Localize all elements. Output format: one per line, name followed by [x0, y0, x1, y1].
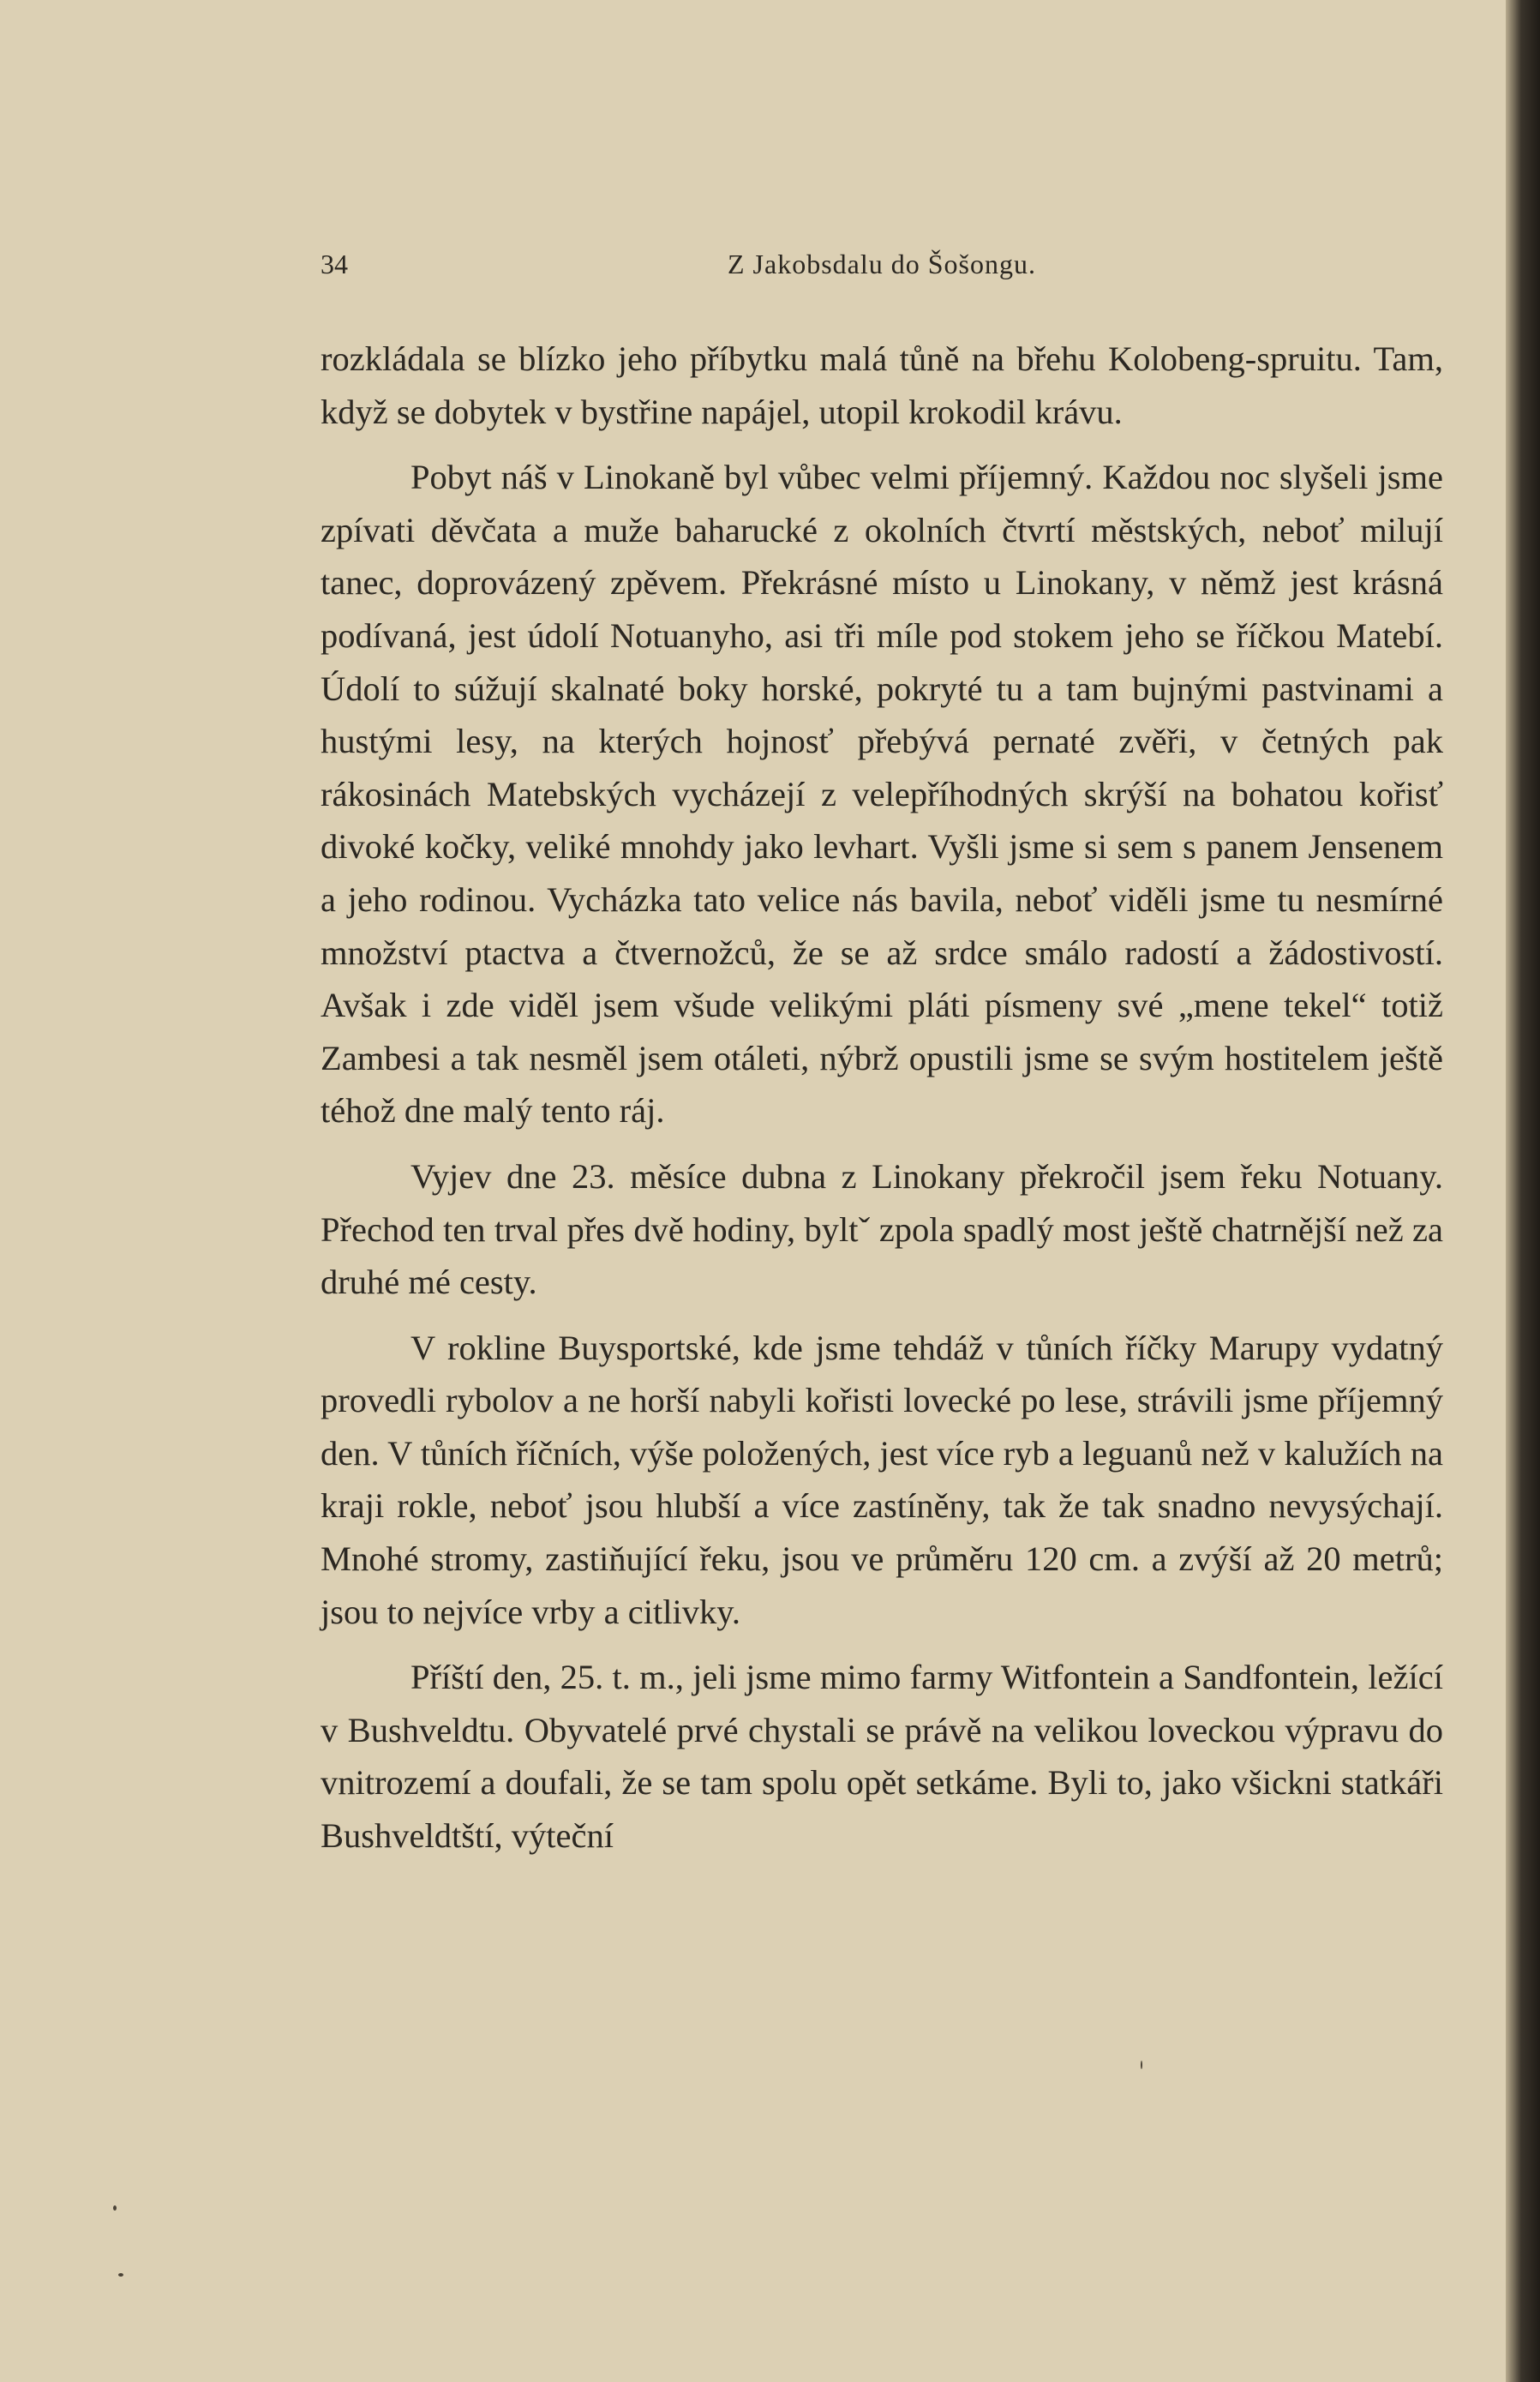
paragraph: Vyjev dne 23. měsíce dubna z Linokany překročil jsem řeku Notuany. Přechod ten trval přes dvě hodiny, byltˇ zpola spadlý most ještě chatrnější než za druhé mé cesty. — [321, 1156, 1443, 1302]
paragraph: Pobyt náš v Linokaně byl vůbec velmi příjemný. Každou noc slyšeli jsme zpívati děvčata a muže baharucké z okolních čtvrtí městských, neboť milují tanec, doprovázený zpěvem. Překrásné místo u Linokany, v němž jest krásná podívaná, jest údolí Notuanyho, asi tři míle pod stokem jeho se říčkou Matebí. Údolí to súžují skalnaté boky horské, pokryté tu a tam bujnými pastvinami a hustými lesy, na kterých hojnosť přebývá pernaté zvěři, v četných pak rákosinách Matebských vycházejí z velepříhodných skrýší na bohatou kořisť divoké kočky, veliké mnohdy jako levhart. Vyšli jsme si sem s panem Jensenem a jeho rodinou. Vycházka tato velice nás bavila, neboť viděli jsme tu nesmírné množství ptactva a čtvernožců, že se až srdce smálo radostí a žádostivostí. Avšak i zde viděl jsem všude velikými pláti písmeny své „mene tekel“ totiž Zambesi a tak nesměl jsem otáleti, nýbrž opustili jsme se svým hostitelem ještě téhož dne malý tento ráj. — [321, 458, 1443, 1131]
paragraph: V rokline Buysportské, kde jsme tehdáž v tůních říčky Marupy vydatný provedli rybolov a ne horší nabyli kořisti lovecké po lese, strávili jsme příjemný den. V tůních říčních, výše položených, jest více ryb a leguanů než v kalužích na kraji rokle, neboť jsou hlubší a více zastíněny, tak že tak snadno nevysýchají. Mnohé stromy, zastiňující řeku, jsou ve průměru 120 cm. a zvýší až 20 metrů; jsou to nejvíce vrby a citlivky. — [321, 1328, 1443, 1631]
paragraph-continuation: rozkládala se blízko jeho příbytku malá tůně na břehu Kolobeng-spruitu. Tam, když se dobytek v bystřine napájel, utopil krokodil krávu. — [321, 339, 1443, 431]
paragraph: Příští den, 25. t. m., jeli jsme mimo farmy Witfontein a Sandfontein, ležící v Bushveldtu. Obyvatelé prvé chystali se právě na velikou loveckou výpravu do vnitrozemí a doufali, že se tam spolu opět setkáme. Byli to, jako všickni statkáři Bushveldtští, výteční — [321, 1658, 1443, 1856]
body-text — [321, 333, 1443, 1863]
page-number: 34 — [321, 249, 348, 279]
page-binding-edge — [1506, 0, 1540, 2382]
paper-speck — [1141, 2061, 1142, 2069]
page-header — [321, 249, 1443, 291]
running-title: Z Jakobsdalu do Šošongu. — [728, 249, 1036, 279]
paper-speck — [118, 2273, 123, 2277]
paper-speck — [113, 2205, 117, 2211]
